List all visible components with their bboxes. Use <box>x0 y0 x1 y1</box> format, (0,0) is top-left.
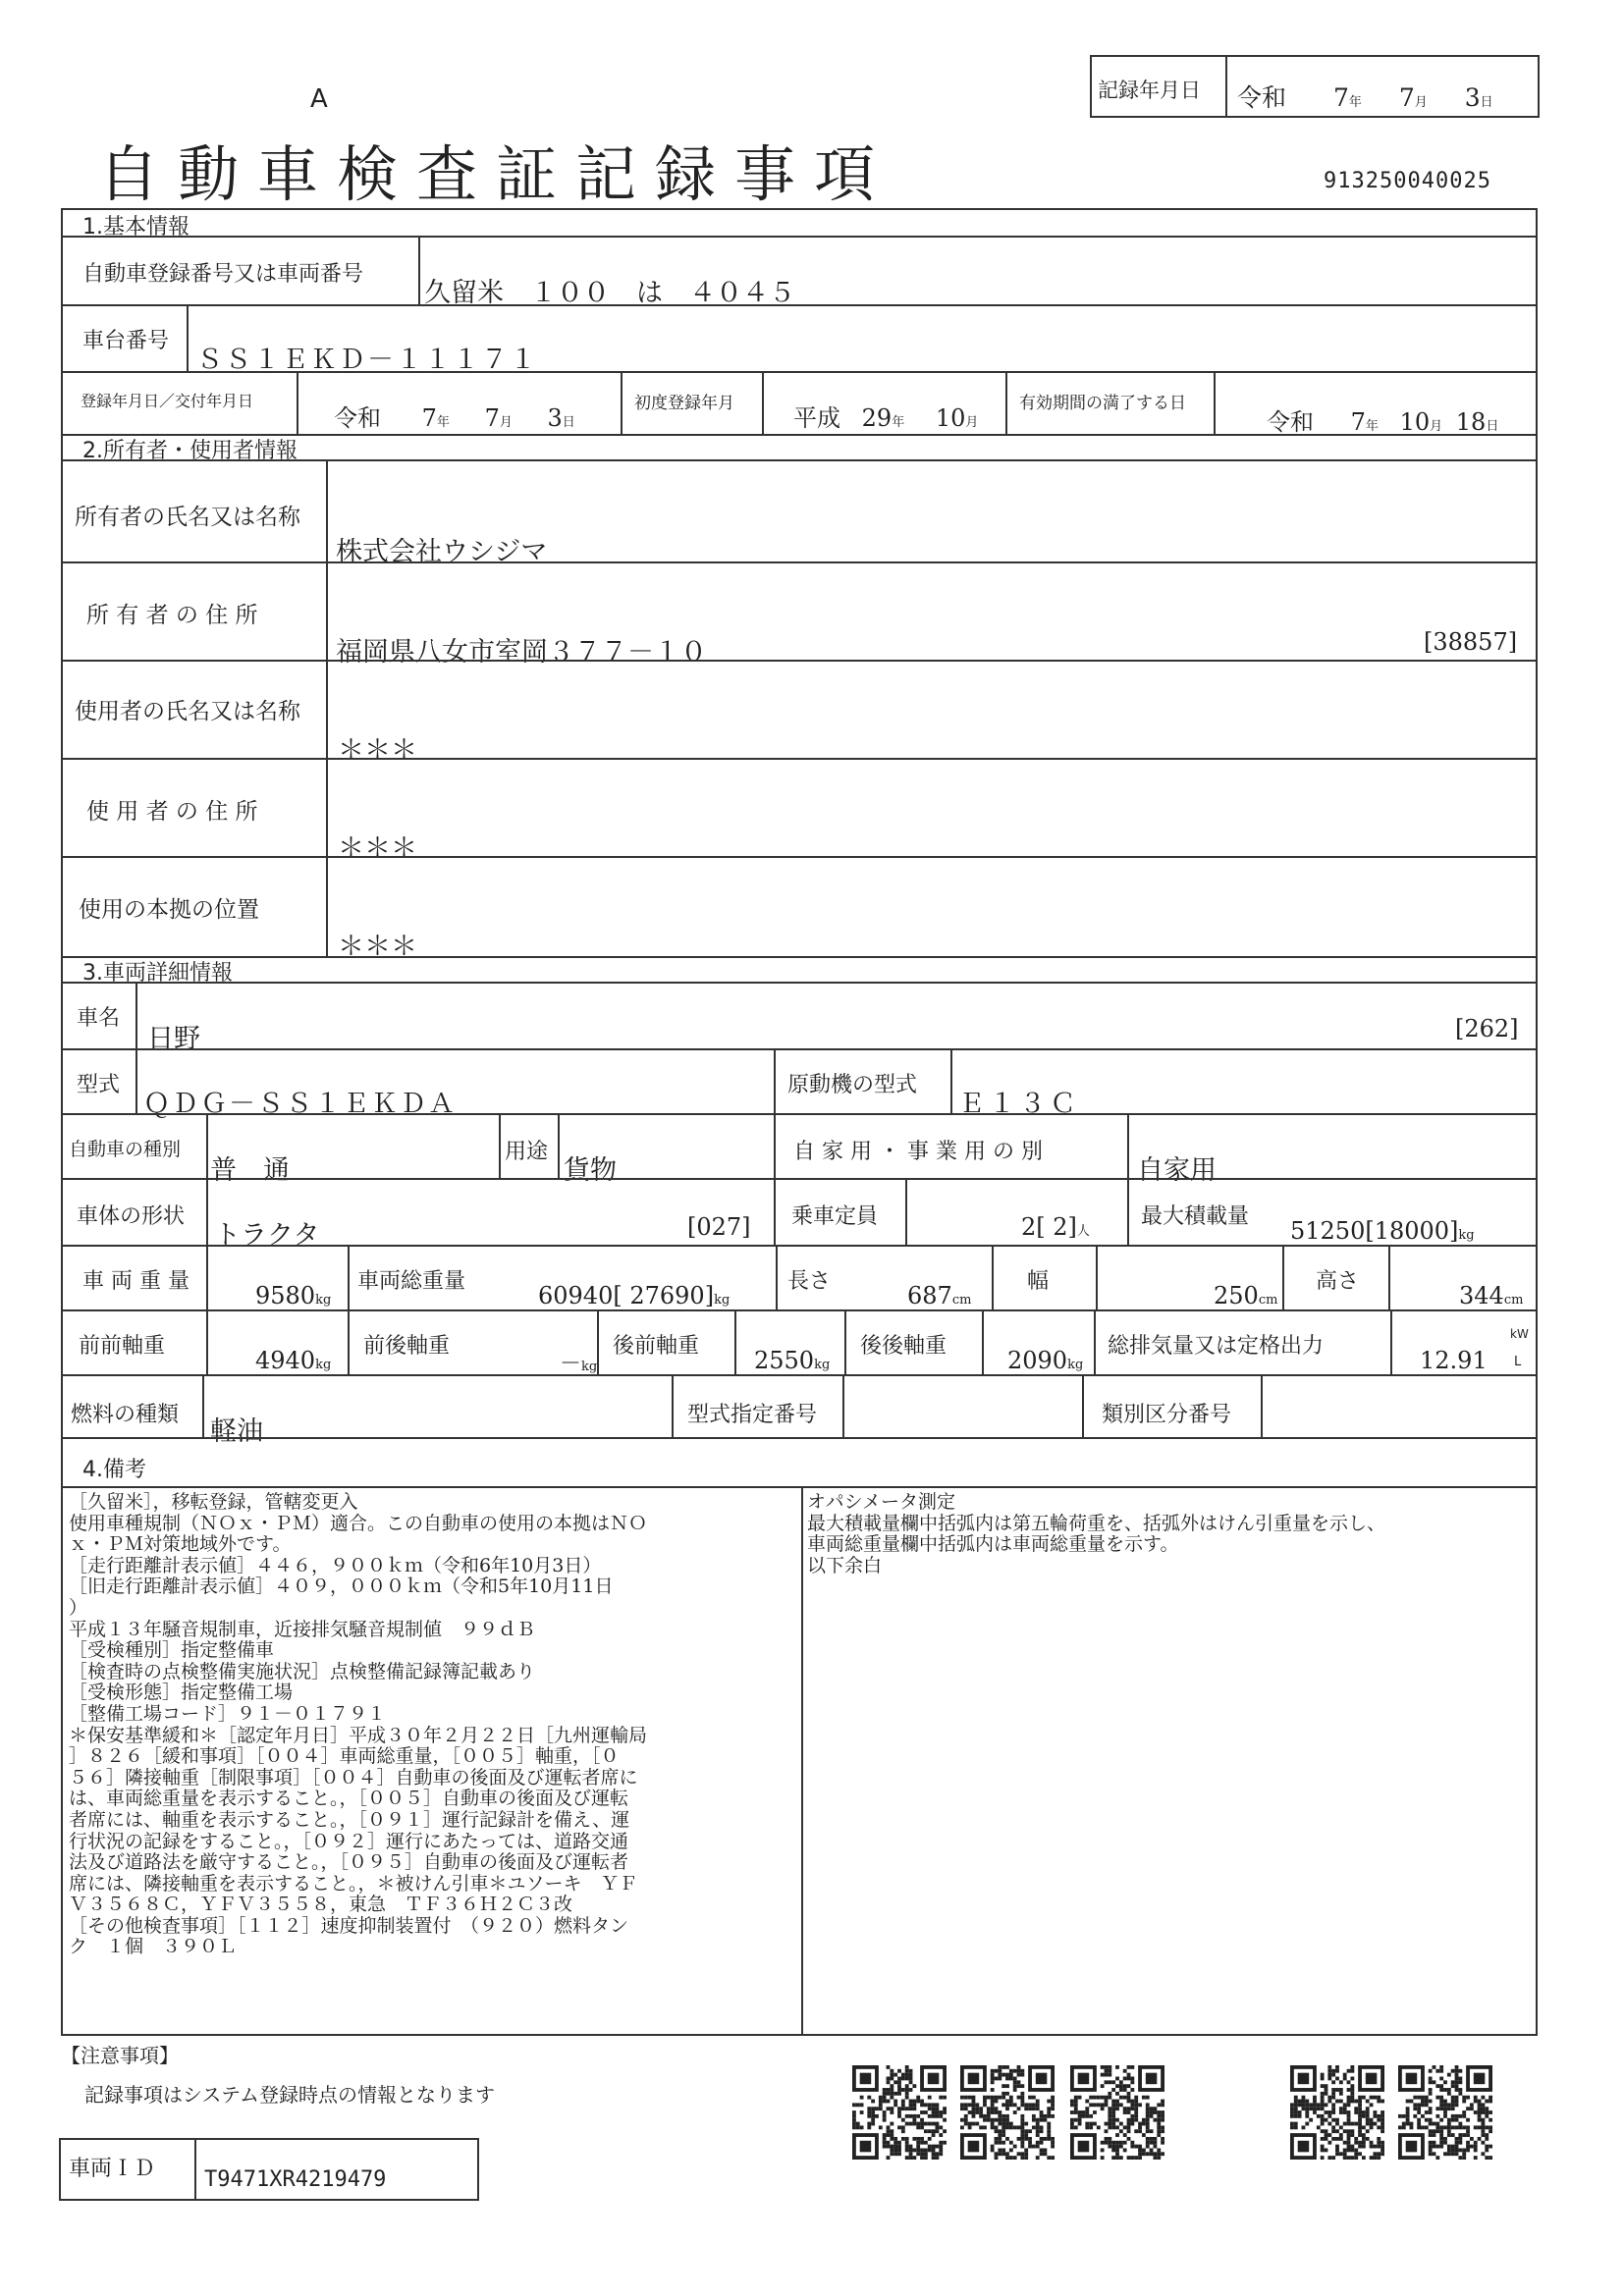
document-number: 913250040025 <box>1324 169 1491 193</box>
rear-rear-axle-label: 後後軸重 <box>860 1334 947 1359</box>
use-value: 貨物 <box>564 1155 617 1186</box>
length-label: 長さ <box>787 1269 832 1294</box>
displacement-unit-bottom: L <box>1514 1355 1522 1369</box>
user-address-label: 使 用 者 の 住 所 <box>86 799 258 825</box>
fuel-label: 燃料の種類 <box>71 1403 180 1427</box>
base-location-label: 使用の本拠の位置 <box>79 897 259 923</box>
use-label: 用途 <box>505 1140 549 1164</box>
qr-code-5 <box>1398 2065 1492 2160</box>
qr-code-4 <box>1290 2065 1384 2160</box>
base-location-value: ＊＊＊ <box>338 932 417 962</box>
record-date-label: 記録年月日 <box>1098 79 1201 102</box>
notes-text: 記録事項はシステム登録時点の情報となります <box>84 2083 495 2107</box>
maker-code: [262] <box>1455 1015 1519 1042</box>
expiry-value: 令和 7年 10月 18日 <box>1267 408 1499 436</box>
section2-heading: 2.所有者・使用者情報 <box>82 439 298 463</box>
displacement-label: 総排気量又は定格出力 <box>1108 1334 1325 1359</box>
height-value: 344cm <box>1459 1282 1524 1309</box>
user-name-label: 使用者の氏名又は名称 <box>75 699 300 724</box>
first-reg-label: 初度登録年月 <box>634 394 734 413</box>
front-front-axle-value: 4940kg <box>255 1347 332 1374</box>
engine-model-value: Ｅ１３Ｃ <box>958 1089 1080 1119</box>
reg-date-label: 登録年月日／交付年月日 <box>81 392 254 410</box>
private-business-value: 自家用 <box>1137 1155 1217 1186</box>
record-date-value: 令和 7年 7月 3日 <box>1237 83 1493 112</box>
section4-heading: 4.備考 <box>82 1458 146 1482</box>
owner-address-code: [38857] <box>1424 628 1518 656</box>
body-shape-code: [027] <box>687 1213 751 1241</box>
reg-number-label: 自動車登録番号又は車両番号 <box>82 262 364 287</box>
gross-weight-label: 車両総重量 <box>357 1269 466 1294</box>
record-date-box <box>1090 55 1540 118</box>
front-rear-axle-label: 前後軸重 <box>363 1334 451 1359</box>
rear-front-axle-label: 後前軸重 <box>613 1334 700 1359</box>
qr-code-1 <box>852 2065 947 2160</box>
vehicle-kind-value: 普 通 <box>210 1155 290 1186</box>
max-load-value: 51250[18000]kg <box>1290 1217 1475 1245</box>
reg-date-value: 令和 7年 7月 3日 <box>334 404 575 432</box>
body-shape-value: トラクタ <box>214 1220 320 1251</box>
vehicle-weight-value: 9580kg <box>255 1282 332 1309</box>
owner-name-label: 所有者の氏名又は名称 <box>75 505 300 530</box>
reg-number-value: 久留米 １００ は ４０４５ <box>424 278 795 308</box>
width-label: 幅 <box>1027 1269 1050 1294</box>
model-value: ＱＤＧ－ＳＳ１ＥＫＤＡ <box>143 1089 457 1119</box>
rear-front-axle-value: 2550kg <box>754 1347 831 1374</box>
capacity-value: 2[ 2]人 <box>1021 1213 1090 1241</box>
vehicle-id-box <box>59 2138 479 2201</box>
capacity-label: 乗車定員 <box>791 1204 879 1229</box>
category-number-label: 類別区分番号 <box>1102 1403 1232 1427</box>
qr-code-2 <box>960 2065 1055 2160</box>
section3-heading: 3.車両詳細情報 <box>82 961 233 986</box>
chassis-label: 車台番号 <box>82 329 170 353</box>
chassis-value: ＳＳ１ＥＫＤ－１１１７１ <box>196 345 538 375</box>
displacement-value: 12.91 <box>1420 1347 1488 1374</box>
user-name-value: ＊＊＊ <box>338 735 417 766</box>
owner-address-value: 福岡県八女市室岡３７７－１０ <box>336 637 707 667</box>
maker-value: 日野 <box>147 1024 200 1054</box>
first-reg-value: 平成 29年 10月 <box>793 404 979 432</box>
length-value: 687cm <box>907 1282 972 1309</box>
section1-heading: 1.基本情報 <box>82 215 189 240</box>
engine-model-label: 原動機の型式 <box>787 1073 918 1097</box>
vehicle-id-label: 車両ＩＤ <box>69 2157 156 2181</box>
width-value: 250cm <box>1214 1282 1278 1309</box>
vehicle-weight-label: 車 両 重 量 <box>82 1269 189 1294</box>
remarks-right: オパシメータ測定 最大積載量欄中括弧内は第五輪荷重を、括弧外はけん引重量を示し、 車両総重量欄中括弧内は車両総重量を示す。 以下余白 <box>807 1491 1386 1576</box>
front-front-axle-label: 前前軸重 <box>79 1334 166 1359</box>
private-business-label: 自 家 用 ・ 事 業 用 の 別 <box>793 1140 1043 1164</box>
vehicle-id-value: T9471XR4219479 <box>204 2167 387 2192</box>
owner-address-label: 所 有 者 の 住 所 <box>86 603 258 628</box>
model-label: 型式 <box>77 1073 121 1097</box>
expiry-label: 有効期間の満了する日 <box>1019 394 1186 413</box>
user-address-value: ＊＊＊ <box>338 833 417 864</box>
notes-heading: 【注意事項】 <box>61 2044 179 2067</box>
fuel-value: 軽油 <box>210 1416 263 1447</box>
displacement-unit-top: kW <box>1510 1327 1529 1341</box>
maker-label: 車名 <box>77 1006 121 1031</box>
rear-rear-axle-value: 2090kg <box>1007 1347 1084 1374</box>
vehicle-kind-label: 自動車の種別 <box>69 1139 182 1160</box>
max-load-label: 最大積載量 <box>1141 1204 1250 1229</box>
document-title: 自動車検査証記録事項 <box>98 138 894 210</box>
type-designation-label: 型式指定番号 <box>687 1403 818 1427</box>
height-label: 高さ <box>1316 1269 1360 1294</box>
corner-mark: A <box>310 84 328 114</box>
owner-name-value: 株式会社ウシジマ <box>336 537 548 567</box>
body-shape-label: 車体の形状 <box>77 1204 186 1229</box>
front-rear-axle-value: －kg <box>560 1352 598 1376</box>
qr-code-3 <box>1070 2065 1164 2160</box>
gross-weight-value: 60940[ 27690]kg <box>538 1282 731 1309</box>
remarks-left: ［久留米］，移転登録，管轄変更入 使用車種規制（ＮＯｘ・ＰＭ）適合。この自動車の使用の本拠はＮＯ ｘ・ＰＭ対策地域外です。 ［走行距離計表示値］４４６，９００ｋｍ（令和6年10月3日） ［旧走行距離計表示値］４０９，０００ｋｍ（令和5年10月11日 ） 平成１３年騒音規制車，近接排気騒音規制値 ９９ｄＢ ［受検種別］指定整備車 ［検査時の点検整備実施状況］点検整備記録簿記載あり ［受検形態］指定整備工場 ［整備工場コード］９１－０１７９１ ＊保安基準緩和＊［認定年月日］平成３０年２月２２日［九州運輸局 ］８２６［緩和事項］［００４］車両総重量，［００５］軸重，［０ ５６］隣接軸重［制限事項］［００４］自動車の後面及び運転者席に は、車両総重量を表示すること。，［００５］自動車の後面及び運転 者席には、軸重を表示すること。，［０９１］運行記録計を備え、運 行状況の記録をすること。，［０９２］運行にあたっては、道路交通 法及び道路法を厳守すること。，［０９５］自動車の後面及び運転者 席には、隣接軸重を表示すること。，＊被けん引車＊ユソーキ ＹＦ Ｖ３５６８Ｃ，ＹＦＶ３５５８，東急 ＴＦ３６Ｈ２Ｃ３改 ［その他検査事項］［１１２］速度抑制装置付 （９２０）燃料タン ク １個 ３９０Ｌ <box>69 1491 648 1958</box>
